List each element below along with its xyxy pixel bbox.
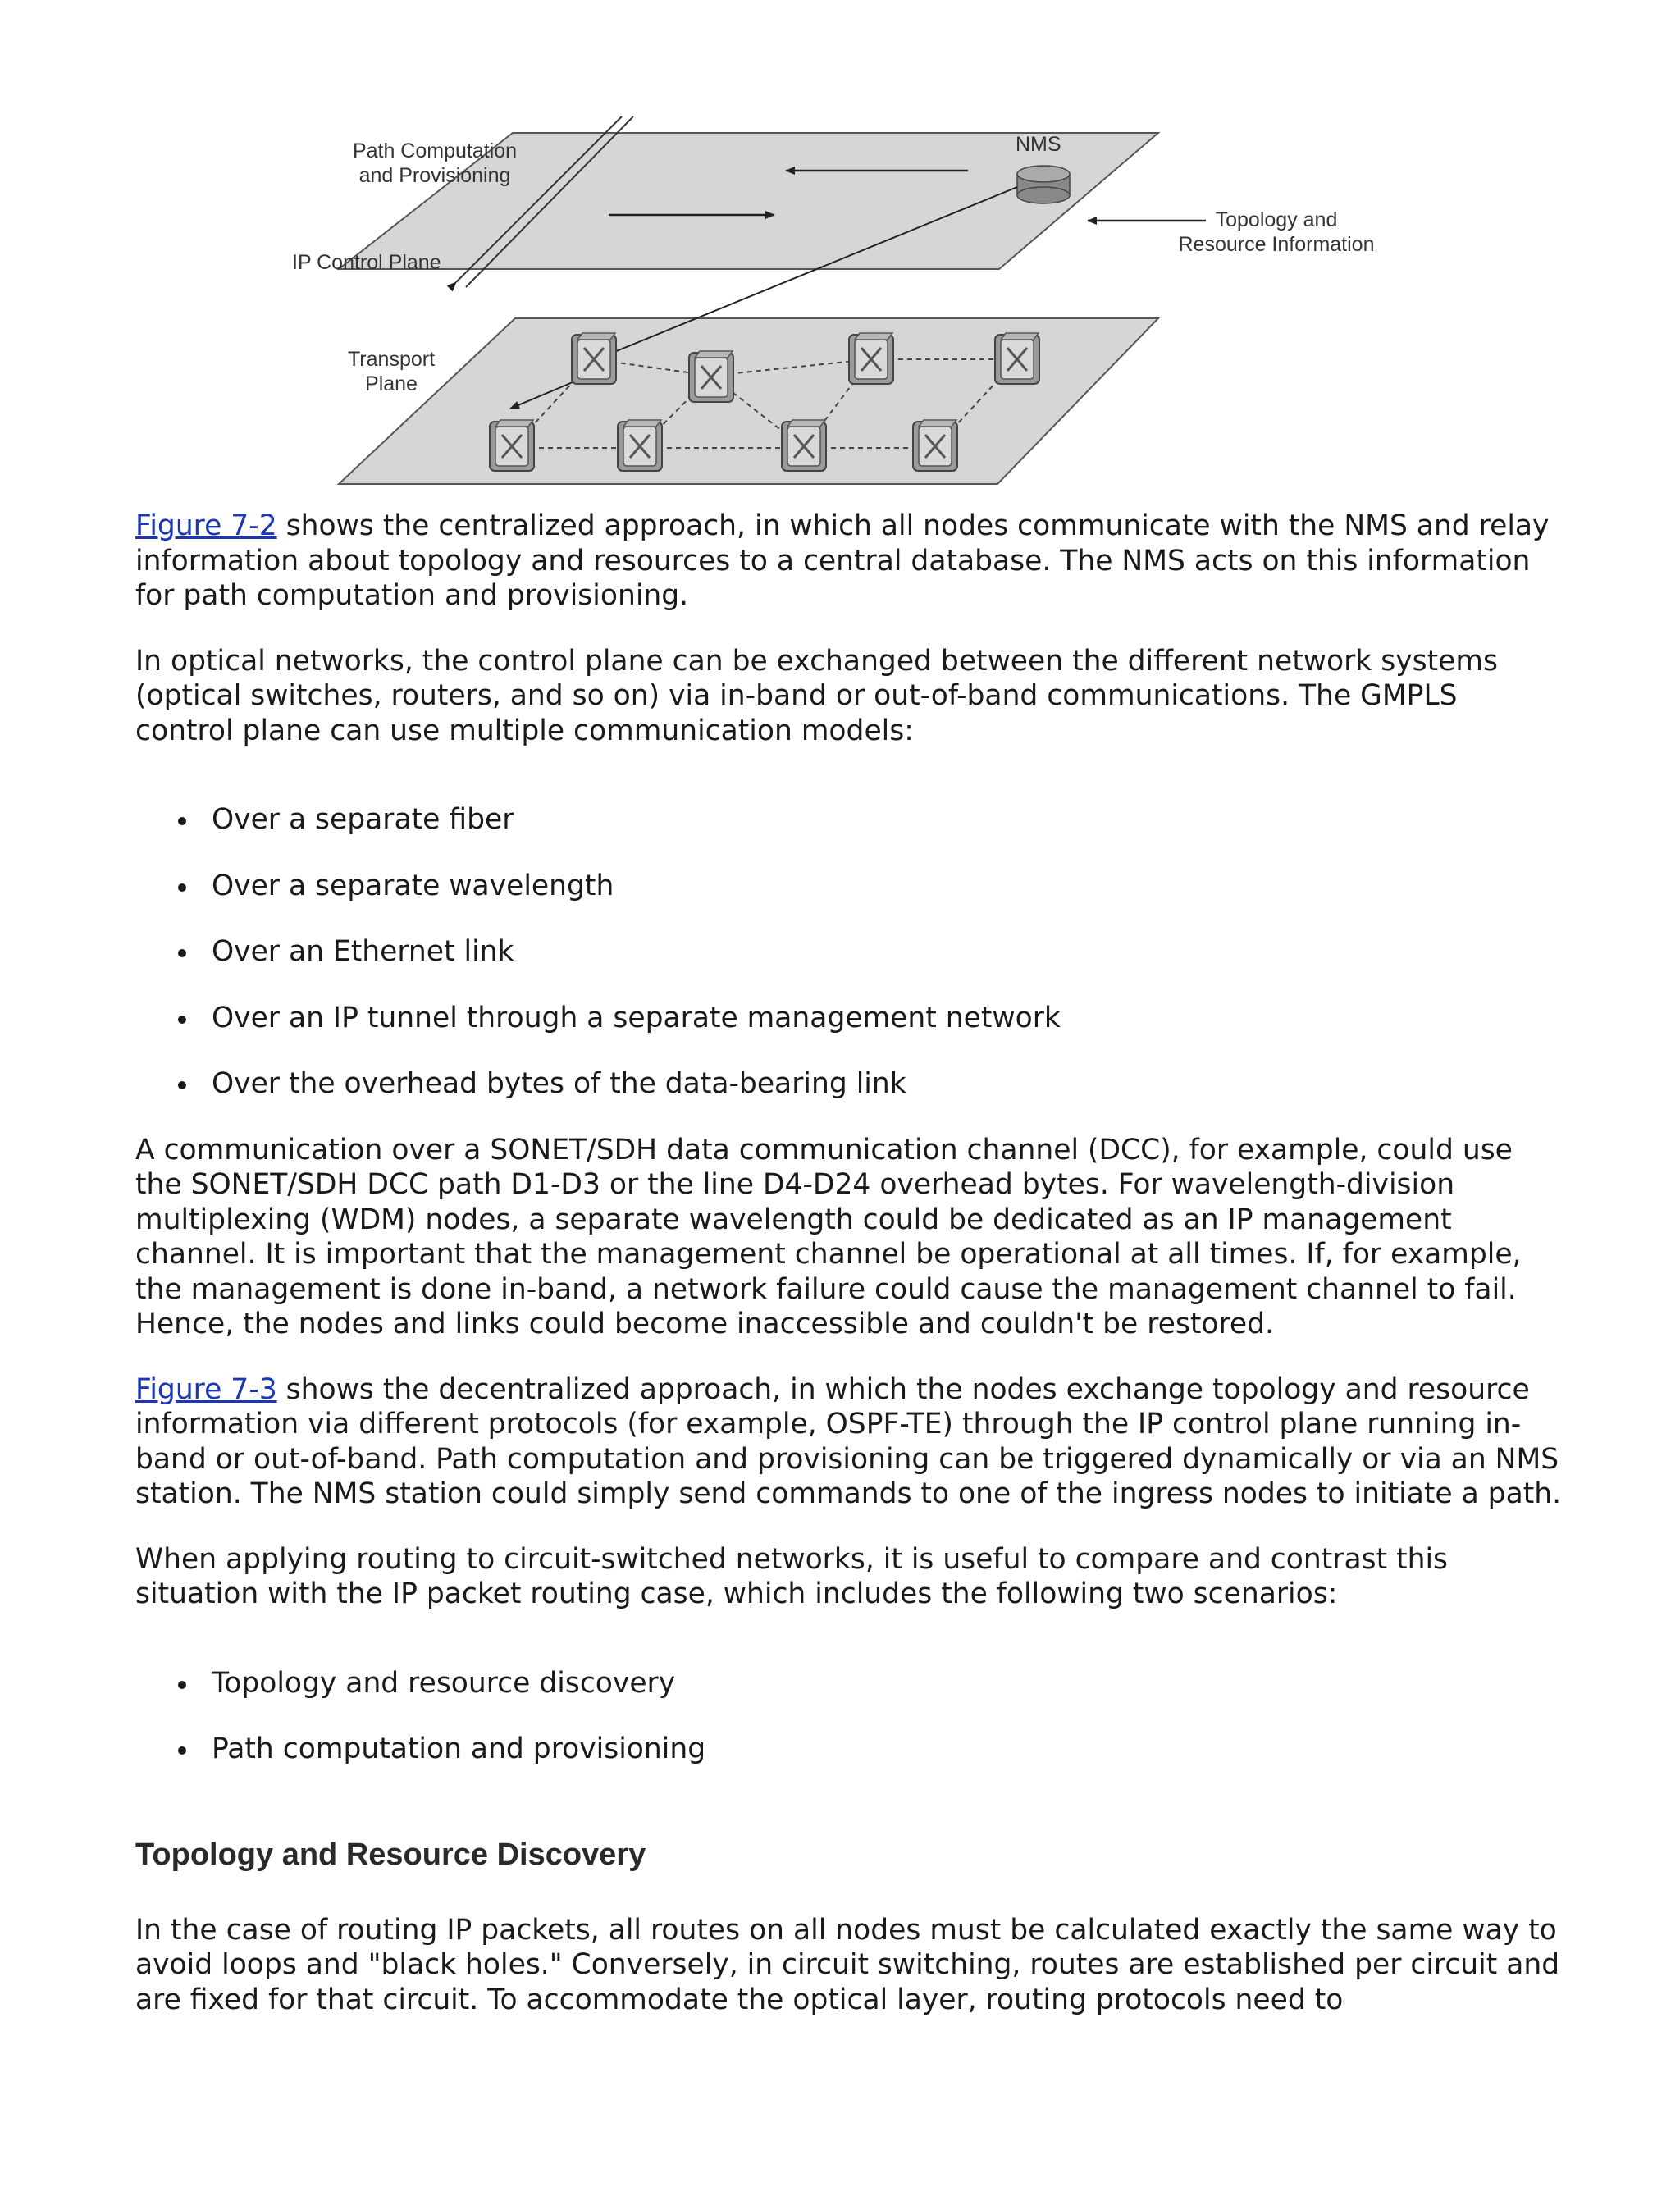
label-topology-1: Topology and (1215, 208, 1338, 231)
label-topology-2: Resource Information (1178, 233, 1375, 256)
label-nms: NMS (1016, 133, 1061, 156)
figure-7-2-diagram (279, 98, 1411, 492)
label-transport-2: Plane (365, 372, 418, 395)
paragraph-routing-ip: In the case of routing IP packets, all routes on all nodes must be calculated exactly the same way to avoid loops and "black holes." Conversely, in circuit switching, routes are established per circuit and are fixed for that circuit. To accommodate the optical layer, routing protocols need to (135, 1913, 1560, 2016)
paragraph-optical-networks: In optical networks, the control plane can be exchanged between the different network systems (optical switches, routers, and so on) via in-band or out-of-band communications. The GMPLS control plane can use multiple communication models: (135, 644, 1498, 747)
communication-models-list (135, 802, 1563, 1102)
paragraph-figure-7-3 (135, 1372, 1563, 1512)
optical-switch-icon (995, 333, 1039, 384)
list-item: Over an Ethernet link (135, 934, 1563, 970)
optical-switch-icon (913, 420, 957, 471)
list-item: Topology and resource discovery (135, 1666, 1563, 1701)
section-heading: Topology and Resource Discovery (135, 1837, 646, 1872)
paragraph-text: shows the centralized approach, in which all nodes communicate with the NMS and relay information about topology and resources to a central database. The NMS acts on this information for path computation and provisioning. (135, 509, 1550, 612)
list-item: Over a separate wavelength (135, 869, 1563, 904)
paragraph-figure-7-2 (135, 509, 1563, 614)
list-item: Over a separate fiber (135, 802, 1563, 838)
label-path-computation-2: and Provisioning (358, 164, 511, 187)
list-item: Over the overhead bytes of the data-bearing link (135, 1066, 1563, 1102)
figure-7-3-link[interactable]: Figure 7-3 (135, 1372, 277, 1406)
optical-switch-icon (849, 333, 893, 384)
optical-switch-icon (782, 420, 826, 471)
label-transport-1: Transport (347, 348, 436, 371)
paragraph-circuit-switched: When applying routing to circuit-switched networks, it is useful to compare and contrast this situation with the IP packet routing case, which includes the following two scenarios: (135, 1542, 1449, 1610)
paragraph-sonet-dcc: A communication over a SONET/SDH data communication channel (DCC), for example, could use the SONET/SDH DCC path D1-D3 or the line D4-D24 overhead bytes. For wavelength-division multiplexing (WDM) nodes, a separate wavelength could be dedicated as an IP management channel. It is important that the management channel be operational at all times. If, for example, the management is done in-band, a network failure could cause the management channel to fail. Hence, the nodes and links could become inaccessible and couldn't be restored. (135, 1133, 1522, 1340)
optical-switch-icon (618, 420, 662, 471)
list-item: Path computation and provisioning (135, 1732, 1563, 1767)
document-body (135, 509, 1563, 2048)
optical-switch-icon (572, 333, 616, 384)
scenarios-list (135, 1666, 1563, 1767)
list-item: Over an IP tunnel through a separate management network (135, 1001, 1563, 1036)
label-ip-control-plane: IP Control Plane (292, 251, 441, 274)
figure-7-2-link[interactable]: Figure 7-2 (135, 509, 277, 542)
paragraph-text: shows the decentralized approach, in which the nodes exchange topology and resource information via different protocols (for example, OSPF-TE) through the IP control plane running in-band or out-of-band. Path computation and provisioning can be triggered dynamically or via an NMS station. The NMS station could simply send commands to one of the ingress nodes to initiate a path. (135, 1372, 1562, 1510)
optical-switch-icon (490, 420, 534, 471)
optical-switch-icon (689, 351, 733, 402)
database-icon (1017, 166, 1070, 203)
label-path-computation-1: Path Computation (352, 139, 518, 162)
